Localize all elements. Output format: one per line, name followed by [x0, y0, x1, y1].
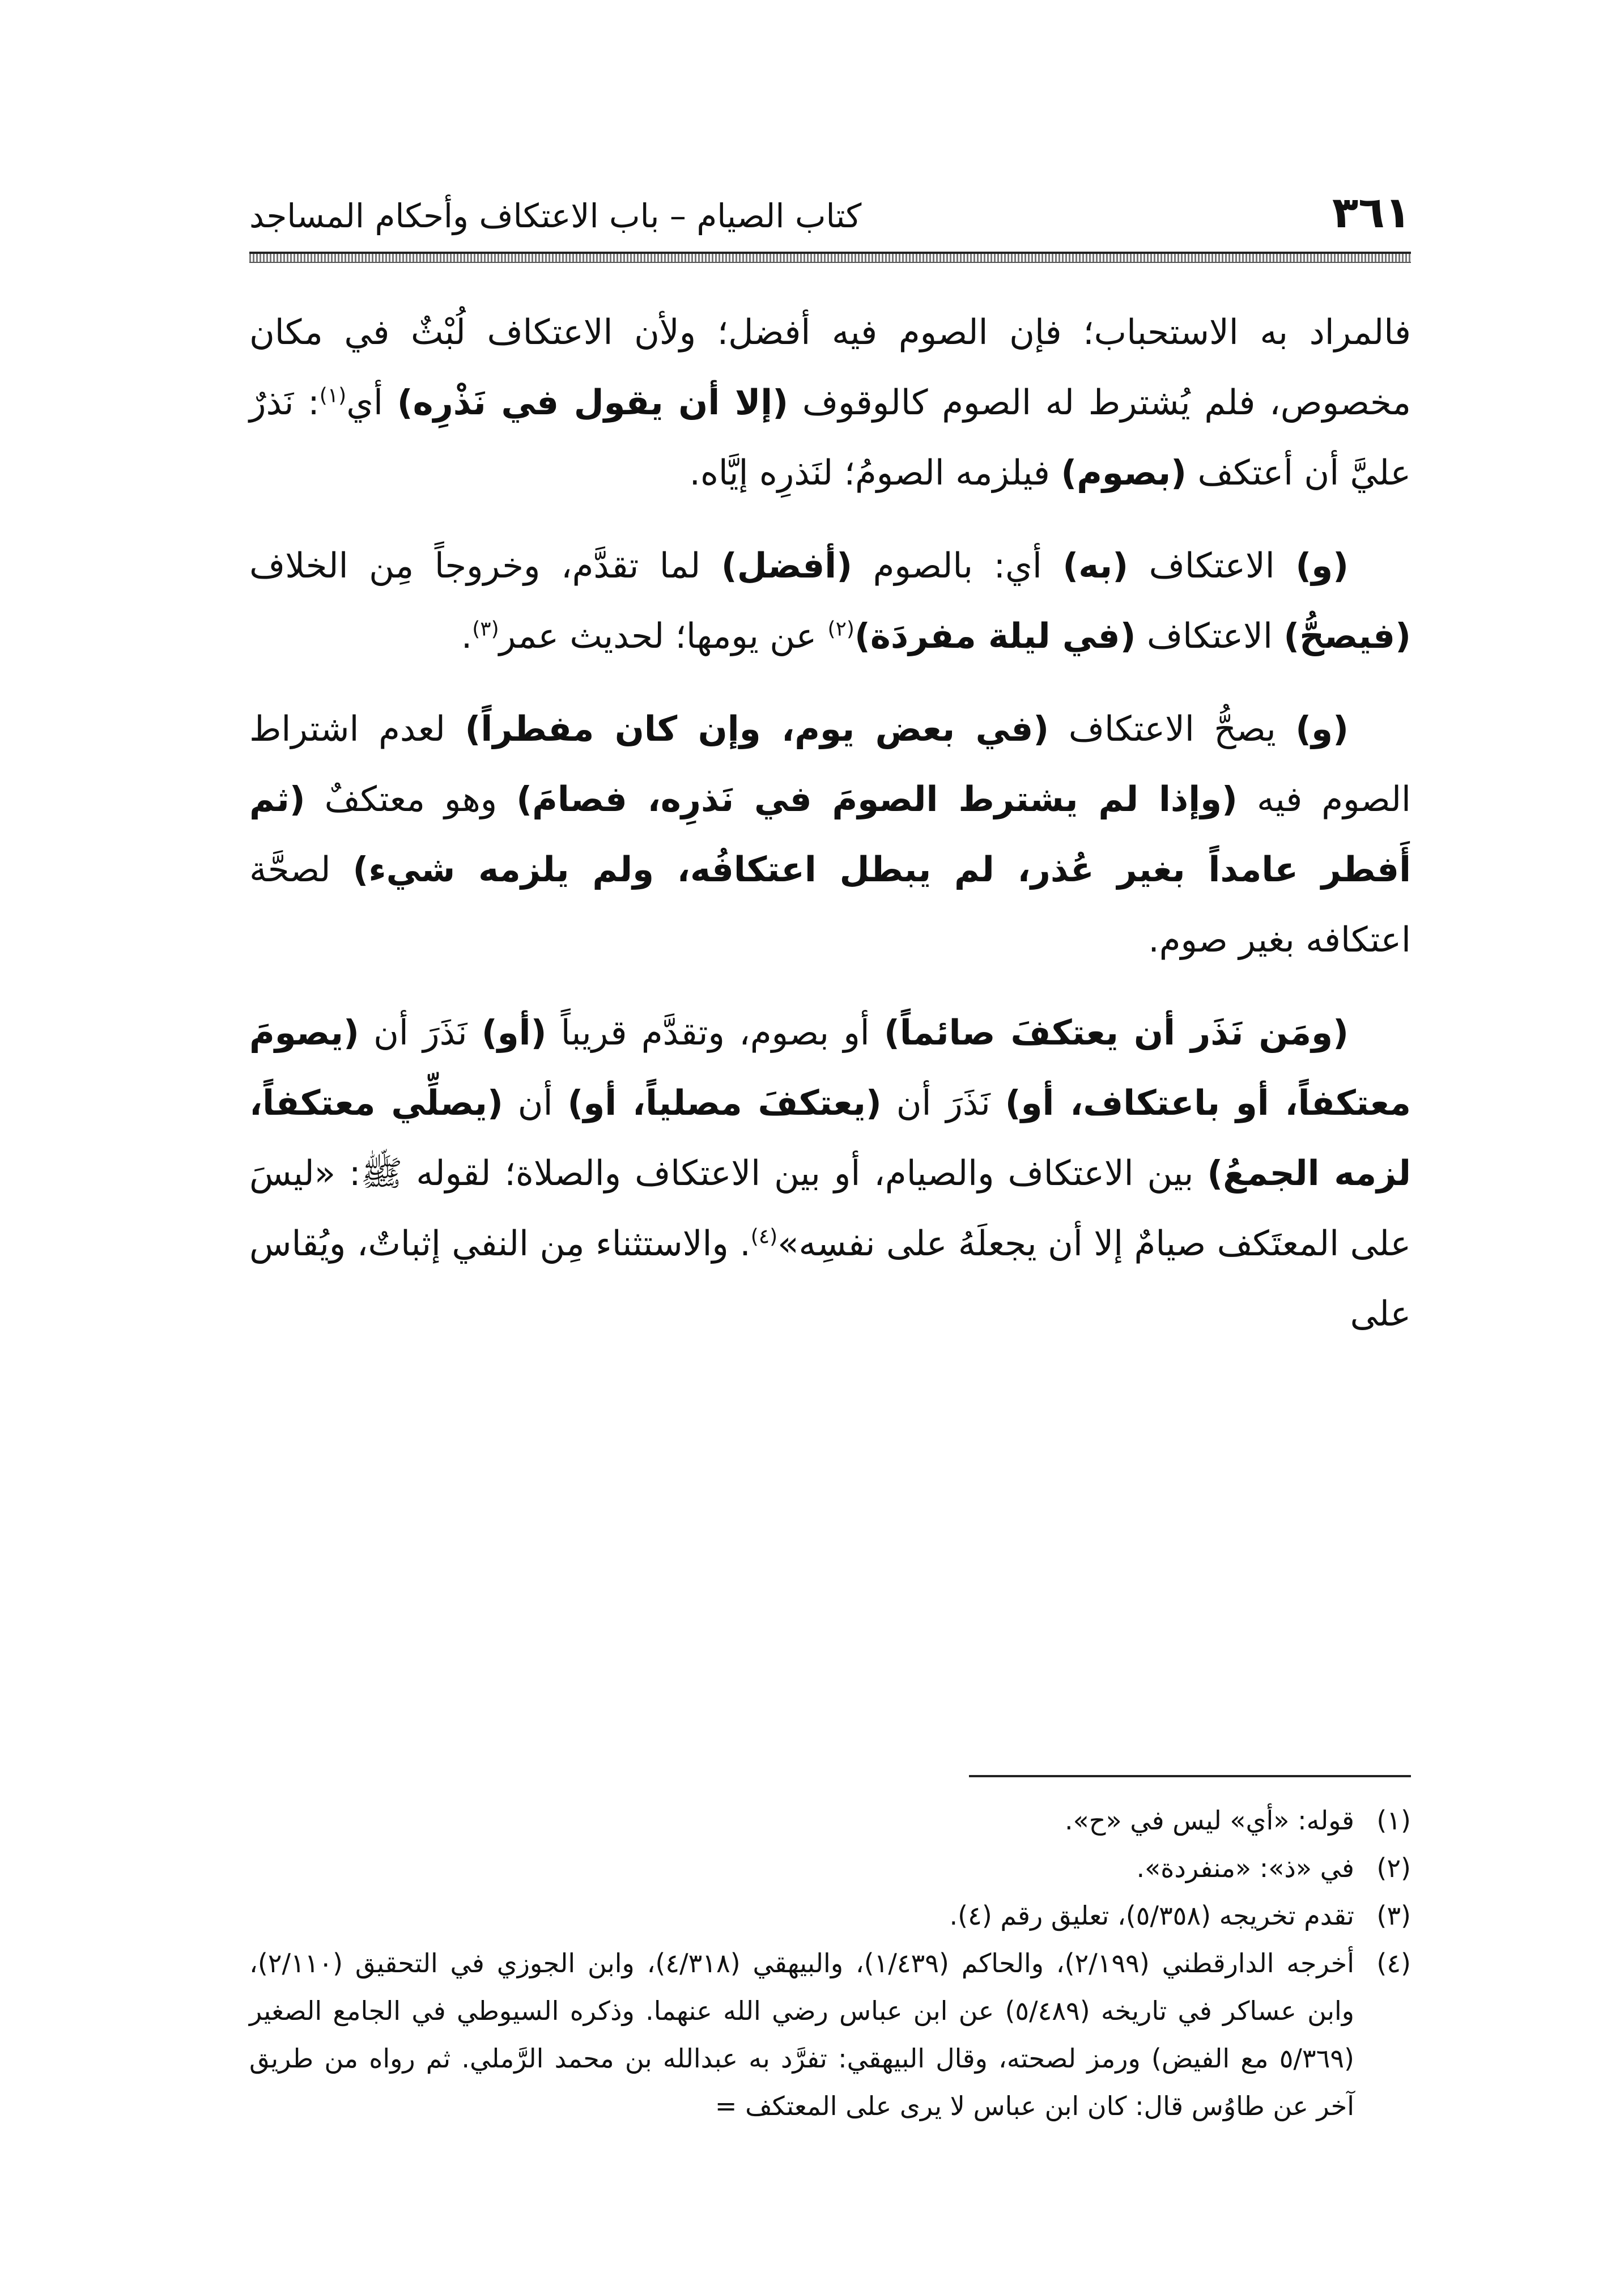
running-title: كتاب الصيام – باب الاعتكاف وأحكام المساجد [249, 197, 862, 235]
commentary-text: الاعتكاف [1136, 616, 1284, 656]
commentary-text: بين الاعتكاف والصيام، أو بين الاعتكاف والصلاة؛ لقوله ﷺ: «ليسَ على المعتَكف صيامٌ إلا أن يجعلَهُ على نفسِه» [249, 1153, 1412, 1264]
commentary-text: . والاستثناء مِن النفي إثباتٌ، ويُقاس على [249, 1224, 1411, 1334]
commentary-text: لما تقدَّم، وخروجاً مِن الخلاف [249, 546, 721, 586]
matn-text: (إلا أن يقول في نَذْرِه) [397, 383, 789, 423]
paragraph-1 [249, 298, 1411, 508]
footnotes [249, 1797, 1411, 2130]
matn-text: (في بعض يوم، وإن كان مفطراً) [465, 709, 1049, 749]
matn-text: (ومَن نَذَر أن يعتكفَ صائماً) [884, 1013, 1349, 1053]
matn-text: (أو) [481, 1013, 547, 1053]
commentary-text: عن يومها؛ لحديث عمر [499, 616, 828, 656]
commentary-text: أن [503, 1083, 568, 1123]
footnote-ref: (١) [319, 384, 347, 407]
footnote-text: في «ذ»: «منفردة». [1136, 1853, 1354, 1883]
footnote-text: تقدم تخريجه (٥/٣٥٨)، تعليق رقم (٤). [949, 1900, 1354, 1931]
commentary-text: فيلزمه الصومُ؛ لنَذرِه إيَّاه. [689, 453, 1061, 493]
commentary-text: أي [346, 383, 397, 423]
page-header [249, 181, 1411, 249]
footnote-1 [249, 1797, 1411, 1844]
page-number: ٣٦١ [1332, 187, 1411, 237]
footnote-ref: (٣) [472, 617, 499, 641]
header-divider [249, 252, 1411, 263]
commentary-text: لعدم اشتراط الصوم فيه [249, 709, 1412, 819]
matn-text: (بصوم) [1061, 453, 1187, 493]
commentary-text: فالمراد به الاستحباب؛ فإن الصوم فيه أفضل؛ ولأن الاعتكاف لُبْثٌ في مكان مخصوص، فلم يُشترط له الصوم كالوقوف [249, 312, 1412, 423]
commentary-text: . [461, 616, 473, 656]
footnote-ref: (٢) [827, 617, 854, 641]
matn-text: (يعتكفَ مصلياً، أو) [567, 1083, 882, 1123]
footnote-4 [249, 1939, 1411, 2130]
footnote-divider [969, 1775, 1411, 1777]
matn-text: (وإذا لم يشترط الصومَ في نَذرِه، فصامَ) [516, 779, 1238, 819]
book-page [249, 181, 1411, 2199]
footnote-number: (٣) [1376, 1900, 1411, 1931]
footnote-2 [249, 1844, 1411, 1892]
main-text [249, 298, 1411, 1372]
matn-text: (ثم أَفطر عامداً بغير عُذر، لم يبطل اعتكافُه، ولم يلزمه شيء) [249, 779, 1411, 890]
commentary-text: وهو معتكفٌ [305, 779, 517, 819]
commentary-text: نَذَرَ أن [359, 1013, 482, 1053]
footnote-3 [249, 1892, 1411, 1939]
footnote-number: (١) [1376, 1805, 1411, 1836]
matn-text: (أفضل) [721, 546, 853, 586]
commentary-text: الاعتكاف [1128, 546, 1296, 586]
footnote-number: (٢) [1376, 1853, 1411, 1883]
matn-text: (في ليلة مفردَة) [854, 616, 1136, 656]
matn-text: (و) [1295, 546, 1349, 586]
footnote-ref: (٤) [750, 1225, 778, 1249]
matn-text: (و) [1295, 709, 1349, 749]
paragraph-3 [249, 694, 1411, 975]
paragraph-4 [249, 998, 1411, 1349]
footnote-text: قوله: «أي» ليس في «ح». [1065, 1805, 1354, 1836]
paragraph-2 [249, 531, 1411, 672]
matn-text: (يصلِّي معتكفاً، لزمه الجمعُ) [249, 1083, 1411, 1194]
matn-text: (به) [1062, 546, 1129, 586]
matn-text: (يصومَ معتكفاً، أو باعتكاف، أو) [249, 1013, 1411, 1123]
commentary-text: يصحُّ الاعتكاف [1049, 709, 1296, 749]
matn-text: (فيصحُّ) [1283, 616, 1411, 656]
commentary-text: لصحَّة اعتكافه بغير صوم. [249, 850, 1411, 960]
commentary-text: أي: بالصوم [852, 546, 1063, 586]
commentary-text: أو بصوم، وتقدَّم قريباً [546, 1013, 884, 1053]
commentary-text: نَذَرَ أن [881, 1083, 1005, 1123]
footnote-text: أخرجه الدارقطني (٢/١٩٩)، والحاكم (١/٤٣٩)، والبيهقي (٤/٣١٨)، وابن الجوزي في التحقيق (٢/١١٠)، وابن عساكر في تاريخه (٥/٤٨٩) عن ابن عباس رضي الله عنهما. وذكره السيوطي في الجامع الصغير (٥/٣٦٩ مع الفيض) ورمز لصحته، وقال البيهقي: تفرَّد به عبدالله بن محمد الرَّملي. ثم رواه من طريق آخر عن طاوُس قال: كان ابن عباس لا يرى على المعتكف = [249, 1948, 1354, 2121]
commentary-text: : نَذرٌ عليَّ أن أعتكف [249, 383, 1411, 493]
footnote-number: (٤) [1376, 1948, 1411, 1978]
